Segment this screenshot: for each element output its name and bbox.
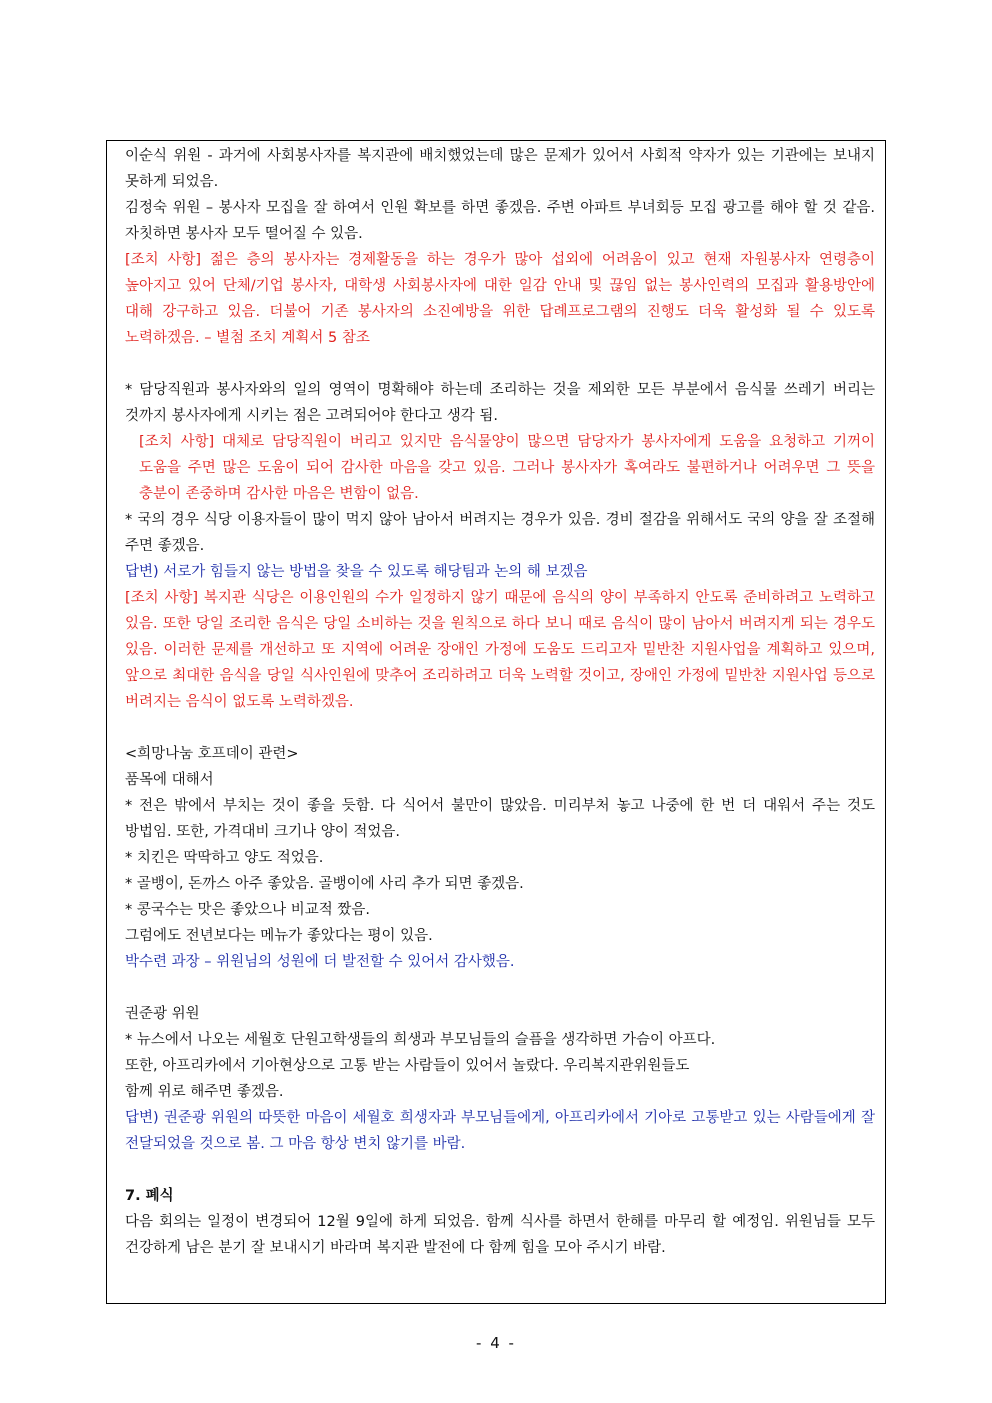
paragraph: 그럼에도 전년보다는 메뉴가 좋았다는 평이 있음. [125,928,433,944]
page-number: - 4 - [476,1334,516,1352]
action-taken-paragraph: [조치 사항] 대체로 담당직원이 버리고 있지만 음식물양이 많으면 담당자가 봉사자에게 도움을 요청하고 기꺼이 도움을 주면 많은 도움이 되어 감사한 마음을 갖고 있음. 그러나 봉사자가 혹여라도 불편하거나 어려우면 그 뜻을 충분이 존중하며 감사한 마음은 변함이 없음. [139,434,875,502]
response-paragraph: 답변) 서로가 힘들지 않는 방법을 찾을 수 있도록 해당팀과 논의 해 보겠음 [125,564,588,580]
paragraph: 함께 위로 해주면 좋겠음. [125,1084,284,1100]
paragraph: 다음 회의는 일정이 변경되어 12월 9일에 하게 되었음. 함께 식사를 하면서 한해를 마무리 할 예정임. 위원님들 모두 건강하게 남은 분기 잘 보내시기 바라며 복지관 발전에 다 함께 힘을 모아 주시기 바람. [125,1214,875,1256]
action-taken-paragraph: [조치 사항] 복지관 식당은 이용인원의 수가 일정하지 않기 때문에 음식의 양이 부족하지 안도록 준비하려고 노력하고 있음. 또한 당일 조리한 음식은 당일 소비하는 것을 원칙으로 하다 보니 때로 음식이 많이 남아서 버려지게 되는 경우도 있음. 이러한 문제를 개선하고 또 지역에 어려운 장애인 가정에 도움도 드리고자 밑반찬 지원사업을 계획하고 있으며, 앞으로 최대한 음식을 당일 식사인원에 맞추어 조리하려고 더욱 노력할 것이고, 장애인 가정에 밑반찬 지원사업 등으로 버려지는 음식이 없도록 노력하겠음. [125,590,875,710]
paragraph: <희망나눔 호프데이 관련> [125,746,299,762]
paragraph: * 국의 경우 식당 이용자들이 많이 먹지 않아 남아서 버려지는 경우가 있음. 경비 절감을 위해서도 국의 양을 잘 조절해 주면 좋겠음. [125,512,875,554]
paragraph: 이순식 위원 - 과거에 사회봉사자를 복지관에 배치했었는데 많은 문제가 있어서 사회적 약자가 있는 기관에는 보내지 못하게 되었음. [125,148,875,190]
paragraph-spacer [125,1157,875,1183]
paragraph-spacer [125,715,875,741]
paragraph: * 전은 밖에서 부치는 것이 좋을 듯함. 다 식어서 불만이 많았음. 미리부처 놓고 나중에 한 번 더 대워서 주는 것도 방법임. 또한, 가격대비 크기나 양이 적었음. [125,798,875,840]
action-taken-paragraph: [조치 사항] 젊은 층의 봉사자는 경제활동을 하는 경우가 많아 섭외에 어려움이 있고 현재 자원봉사자 연령층이 높아지고 있어 단체/기업 봉사자, 대학생 사회봉사자에 대한 일감 안내 및 끊임 없는 봉사인력의 모집과 활용방안에 대해 강구하고 있음. 더불어 기존 봉사자의 소진예방을 위한 답례프로그램의 진행도 더욱 활성화 될 수 있도록 노력하겠음. – 별첨 조치 계획서 5 참조 [125,252,875,346]
paragraph: * 뉴스에서 나오는 세월호 단원고학생들의 희생과 부모님들의 슬픔을 생각하면 가슴이 아프다. [125,1032,716,1048]
paragraph: 김정숙 위원 – 봉사자 모집을 잘 하여서 인원 확보를 하면 좋겠음. 주변 아파트 부녀회등 모집 광고를 해야 할 것 같음. 자칫하면 봉사자 모두 떨어질 수 있음. [125,200,875,242]
response-paragraph: 답변) 권준광 위원의 따뜻한 마음이 세월호 희생자과 부모님들에게, 아프리카에서 기아로 고통받고 있는 사람들에게 잘 전달되었을 것으로 봄. 그 마음 항상 변치 않기를 바람. [125,1110,875,1152]
paragraph: 품목에 대해서 [125,772,214,788]
response-paragraph: 박수련 과장 – 위원님의 성원에 더 발전할 수 있어서 감사했음. [125,954,515,970]
paragraph: 권준광 위원 [125,1006,200,1022]
paragraph: * 치킨은 딱딱하고 양도 적었음. [125,850,324,866]
paragraph: * 콩국수는 맛은 좋았으나 비교적 짰음. [125,902,371,918]
paragraph-spacer [125,975,875,1001]
meeting-minutes-body [125,143,875,1261]
paragraph: * 담당직원과 봉사자와의 일의 영역이 명확해야 하는데 조리하는 것을 제외한 모든 부분에서 음식물 쓰레기 버리는 것까지 봉사자에게 시키는 점은 고려되어야 한다고 생각 됨. [125,382,875,424]
section-heading: 7. 폐식 [125,1188,174,1204]
paragraph: 또한, 아프리카에서 기아현상으로 고통 받는 사람들이 있어서 놀랐다. 우리복지관위원들도 [125,1058,690,1074]
paragraph: * 골뱅이, 돈까스 아주 좋았음. 골뱅이에 사리 추가 되면 좋겠음. [125,876,524,892]
paragraph-spacer [125,351,875,377]
